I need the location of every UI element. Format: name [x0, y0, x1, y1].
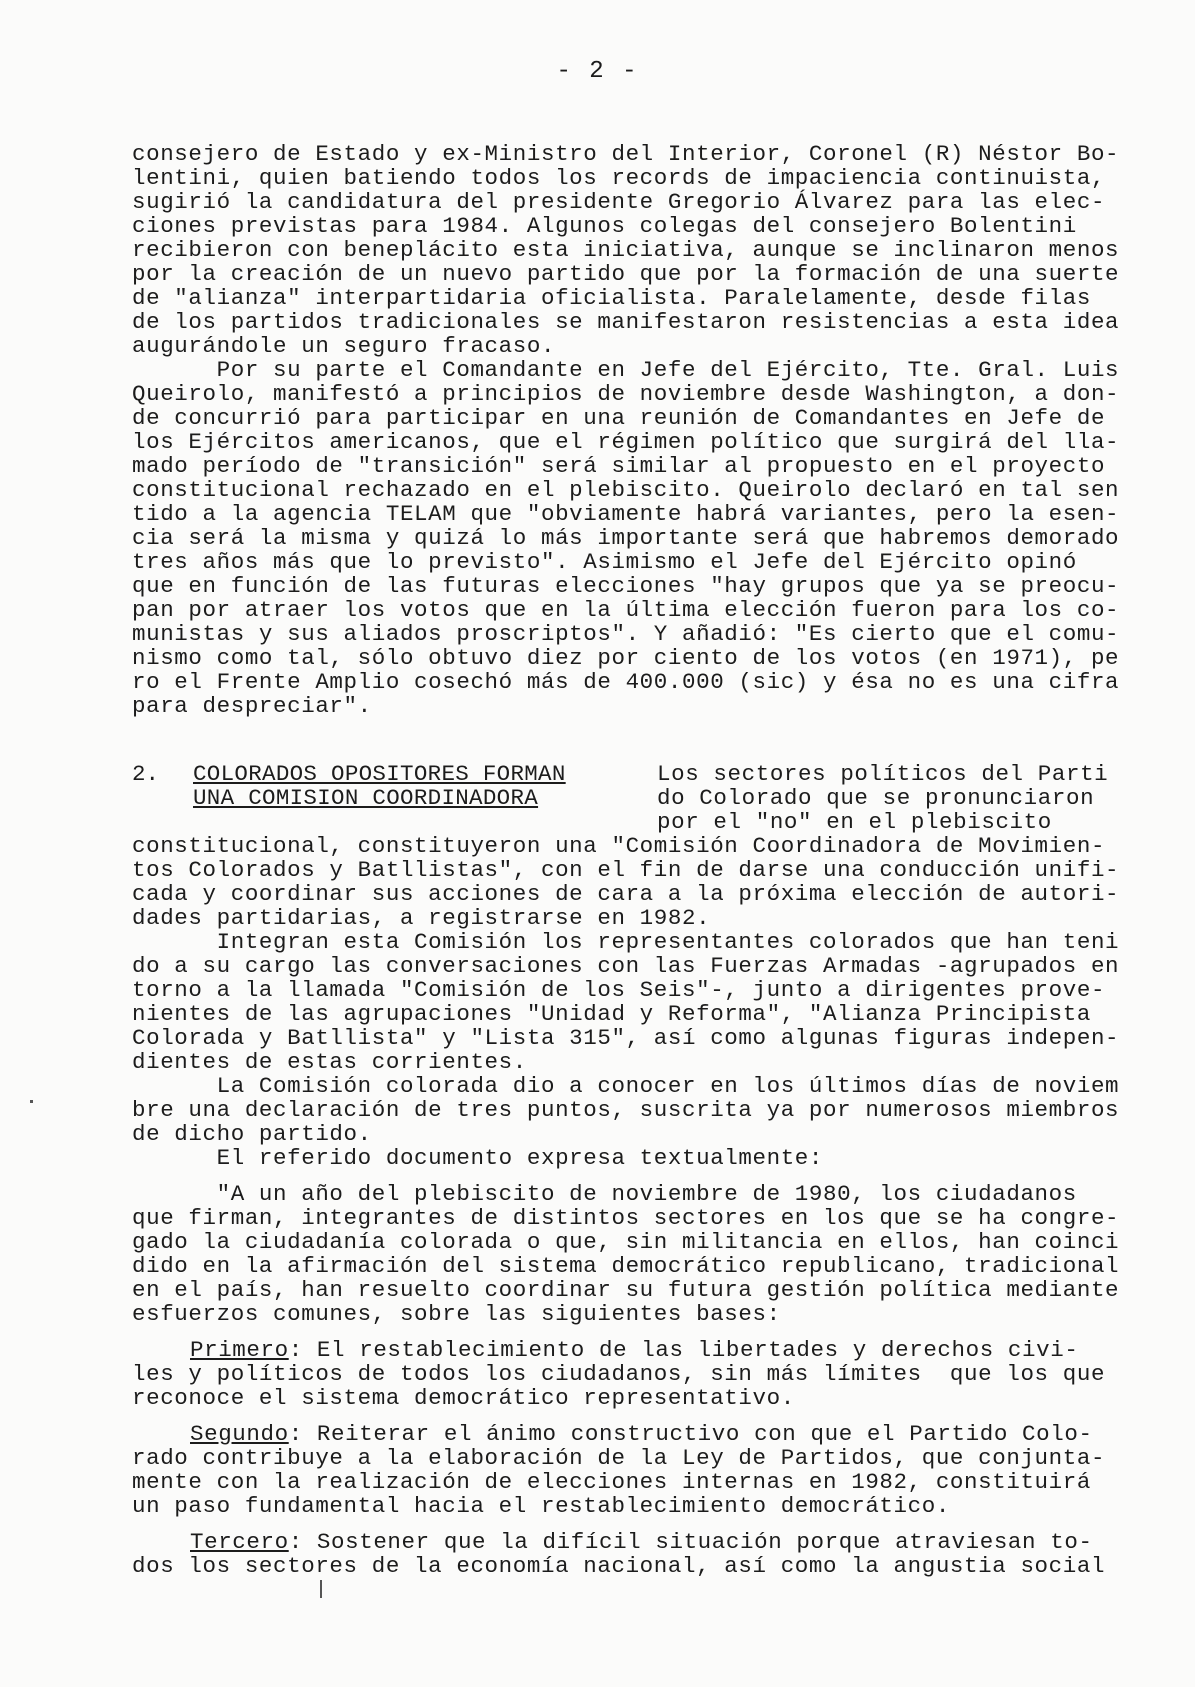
point-label: Segundo	[190, 1421, 289, 1447]
text-line: pan por atraer los votos que en la última elección fueron para los co-	[132, 597, 1120, 623]
section-heading	[193, 762, 566, 810]
text-line: por el "no" en el plebiscito	[657, 809, 1052, 835]
text-line	[190, 1530, 1093, 1554]
point-label: Primero	[190, 1337, 289, 1363]
text-line: los Ejércitos americanos, que el régimen político que surgirá del lla-	[132, 429, 1120, 455]
text-line: torno a la llamada "Comisión de los Seis"-, junto a dirigentes prove-	[132, 977, 1106, 1003]
text-line: constitucional, constituyeron una "Comisión Coordinadora de Movimien-	[132, 833, 1106, 859]
text-line: ciones previstas para 1984. Algunos colegas del consejero Bolentini	[132, 213, 1077, 239]
text-line: gado la ciudadanía colorada o que, sin militancia en ellos, han coinci	[132, 1229, 1120, 1255]
text-line: tos Colorados y Batllistas", con el fin de darse una conducción unifi-	[132, 857, 1120, 883]
text-line: que en función de las futuras elecciones "hay grupos que ya se preocu-	[132, 573, 1120, 599]
section-heading-line: COLORADOS OPOSITORES FORMAN	[193, 761, 566, 787]
text-line: que firman, integrantes de distintos sectores en los que se ha congre-	[132, 1205, 1120, 1231]
text-line: Integran esta Comisión los representantes colorados que han teni	[132, 929, 1120, 955]
text-line: cada y coordinar sus acciones de cara a la próxima elección de autori-	[132, 881, 1120, 907]
paragraph-referido: El referido documento expresa textualmente:	[132, 1145, 824, 1171]
text-line: dientes de estas corrientes.	[132, 1049, 527, 1075]
text-line: les y políticos de todos los ciudadanos, sin más límites que los que	[132, 1361, 1106, 1387]
text-line: en el país, han resuelto coordinar su futura gestión política mediante	[132, 1277, 1120, 1303]
text-line: tres años más que lo previsto". Asimismo el Jefe del Ejército opinó	[132, 549, 1077, 575]
page-number: - 2 -	[556, 58, 639, 85]
text-line: ro el Frente Amplio cosechó más de 400.000 (sic) y ésa no es una cifra	[132, 669, 1120, 695]
text-line: de los partidos tradicionales se manifestaron resistencias a esta idea	[132, 309, 1120, 335]
text-line: tido a la agencia TELAM que "obviamente habrá variantes, pero la esen-	[132, 501, 1120, 527]
text-line: esfuerzos comunes, sobre las siguientes bases:	[132, 1301, 781, 1327]
text-line: do a su cargo las conversaciones con las Fuerzas Armadas -agrupados en	[132, 953, 1120, 979]
text-line: Queirolo, manifestó a principios de noviembre desde Washington, a don-	[132, 381, 1120, 407]
point-text: : Sostener que la difícil situación porque atraviesan to-	[288, 1529, 1093, 1555]
text-line: recibieron con beneplácito esta iniciativa, aunque se inclinaron menos	[132, 237, 1120, 263]
point-label: Tercero	[190, 1529, 289, 1555]
point-text: : Reiterar el ánimo constructivo con que el Partido Colo-	[288, 1421, 1093, 1447]
section-number: 2.	[132, 761, 160, 787]
text-line: dos los sectores de la economía nacional, así como la angustia social	[132, 1553, 1106, 1579]
text-line: por la creación de un nuevo partido que por la formación de una suerte	[132, 261, 1120, 287]
text-line: mado período de "transición" será similar al propuesto en el proyecto	[132, 453, 1106, 479]
pen-mark	[320, 1580, 322, 1598]
text-line: un paso fundamental hacia el restablecimiento democrático.	[132, 1493, 950, 1519]
text-line: nismo como tal, sólo obtuvo diez por ciento de los votos (en 1971), pe	[132, 645, 1120, 671]
text-line: do Colorado que se pronunciaron	[657, 785, 1095, 811]
text-line: de dicho partido.	[132, 1121, 372, 1147]
text-line: de "alianza" interpartidaria oficialista. Paralelamente, desde filas	[132, 285, 1091, 311]
text-line: "A un año del plebiscito de noviembre de 1980, los ciudadanos	[132, 1181, 1077, 1207]
text-line	[190, 1338, 1078, 1362]
text-line: rado contribuye a la elaboración de la Ley de Partidos, que conjunta-	[132, 1445, 1106, 1471]
text-line: La Comisión colorada dio a conocer en los últimos días de noviem	[132, 1073, 1120, 1099]
text-line: Los sectores políticos del Parti	[657, 761, 1109, 787]
text-line: lentini, quien batiendo todos los records de impaciencia continuista,	[132, 165, 1106, 191]
text-line: bre una declaración de tres puntos, suscrita ya por numerosos miembros	[132, 1097, 1120, 1123]
text-line: sugirió la candidatura del presidente Gregorio Álvarez para las elec-	[132, 189, 1106, 215]
text-line: para despreciar".	[132, 693, 372, 719]
speck-mark	[30, 1100, 33, 1103]
text-line: munistas y sus aliados proscriptos". Y añadió: "Es cierto que el comu-	[132, 621, 1120, 647]
text-line: Colorada y Batllista" y "Lista 315", así como algunas figuras indepen-	[132, 1025, 1120, 1051]
text-line: mente con la realización de elecciones internas en 1982, constituirá	[132, 1469, 1091, 1495]
text-line: dades partidarias, a registrarse en 1982.	[132, 905, 711, 931]
text-line: Por su parte el Comandante en Jefe del Ejército, Tte. Gral. Luis	[132, 357, 1120, 383]
text-line: de concurrió para participar en una reunión de Comandantes en Jefe de	[132, 405, 1106, 431]
text-line	[190, 1422, 1093, 1446]
section-heading-line: UNA COMISION COORDINADORA	[193, 785, 539, 811]
text-line: dido en la afirmación del sistema democrático republicano, tradicional	[132, 1253, 1120, 1279]
text-line: constitucional rechazado en el plebiscito. Queirolo declaró en tal sen	[132, 477, 1120, 503]
text-line: reconoce el sistema democrático representativo.	[132, 1385, 795, 1411]
text-line: consejero de Estado y ex-Ministro del Interior, Coronel (R) Néstor Bo-	[132, 141, 1120, 167]
text-line: nientes de las agrupaciones "Unidad y Reforma", "Alianza Principista	[132, 1001, 1091, 1027]
point-text: : El restablecimiento de las libertades y derechos civi-	[288, 1337, 1079, 1363]
text-line: augurándole un seguro fracaso.	[132, 333, 556, 359]
text-line: cia será la misma y quizá lo más importante será que habremos demorado	[132, 525, 1120, 551]
